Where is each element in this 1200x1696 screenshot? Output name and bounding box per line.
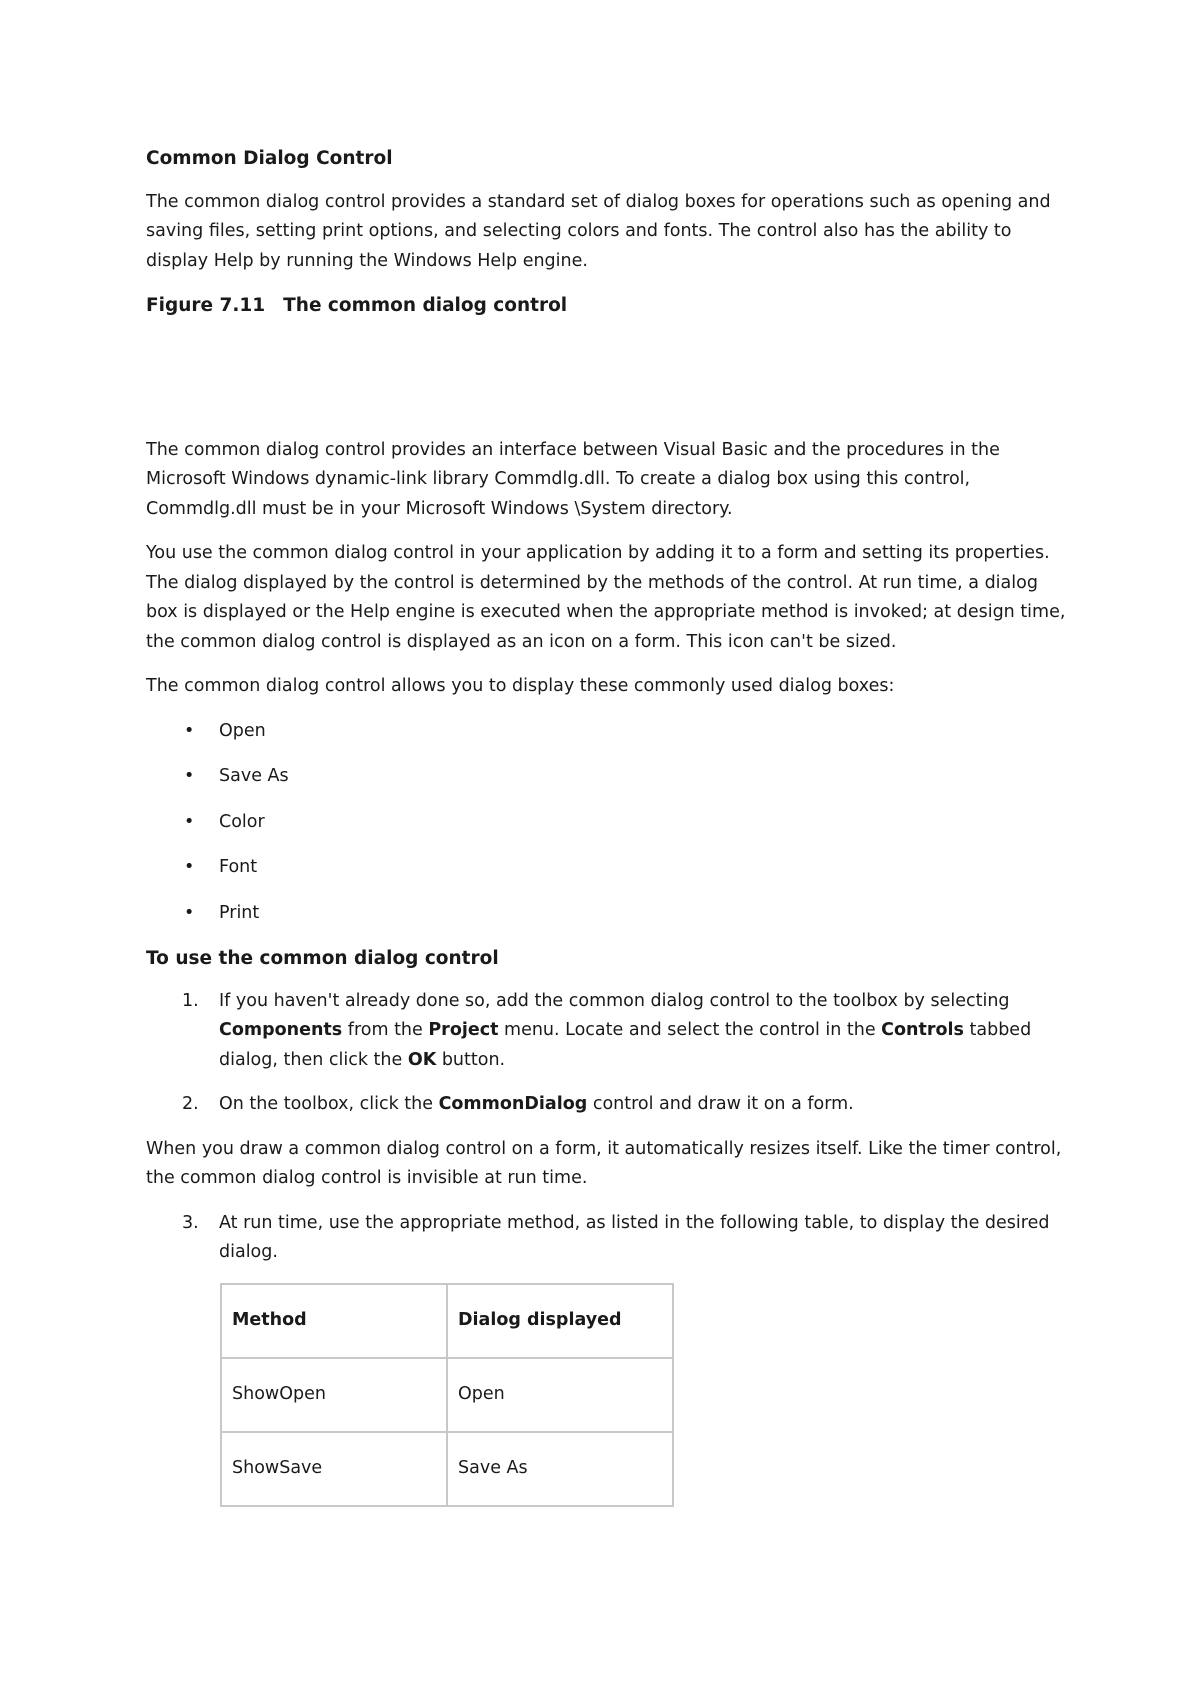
bullet-icon: •: [184, 720, 195, 741]
table-cell: ShowOpen: [221, 1358, 447, 1432]
list-item: • Color: [146, 808, 1066, 838]
procedure-heading: To use the common dialog control: [146, 948, 499, 969]
table-header-row: [221, 1284, 673, 1358]
list-item: • Font: [146, 853, 1066, 883]
methods-table: [220, 1283, 674, 1507]
list-item: • Open: [146, 717, 1066, 747]
table-cell: Save As: [447, 1432, 673, 1506]
page-title: Common Dialog Control: [146, 148, 393, 169]
ok-button-label: OK: [407, 1049, 437, 1070]
controls-tab: Controls: [881, 1020, 964, 1040]
bullet-icon: •: [184, 902, 195, 923]
intro-paragraph: The common dialog control provides a standard set of dialog boxes for operations such as opening and saving files, setting print options, and selecting colors and fonts. The control also has the ability to display Help by running the Windows Help engine.: [146, 191, 1051, 271]
table-row: [221, 1358, 673, 1432]
step-number: 3.: [182, 1212, 199, 1233]
interface-paragraph: The common dialog control provides an interface between Visual Basic and the procedures in the Microsoft Windows dynamic-link library Commdlg.dll. To create a dialog box using this control, Commdlg.dll must be in your Microsoft Windows \System directory.: [146, 439, 1000, 519]
step-number: 1.: [182, 990, 199, 1011]
table-row: [221, 1432, 673, 1506]
document-page: [146, 144, 1066, 1507]
list-item: • Print: [146, 899, 1066, 929]
figure-caption: [146, 291, 1066, 321]
table-cell: ShowSave: [221, 1432, 447, 1506]
list-item: • Save As: [146, 762, 1066, 792]
bullet-icon: •: [184, 857, 195, 877]
usage-paragraph: You use the common dialog control in your application by adding it to a form and setting its properties. The dialog displayed by the control is determined by the methods of the control. At run time, a dialog box is displayed or the Help engine is executed when the appropriate method is invoked; at design time, the common dialog control is displayed as an icon on a form. This icon can't be sized.: [146, 543, 1066, 652]
header-method: Method: [221, 1284, 447, 1358]
dialog-types-list: [146, 717, 1066, 929]
step-3: 3. At run time, use the appropriate method, as listed in the following table, to display the desired dialog.: [146, 1209, 1066, 1268]
resize-paragraph: When you draw a common dialog control on a form, it automatically resizes itself. Like the timer control, the common dialog control is invisible at run time.: [146, 1138, 1062, 1188]
figure-number: Figure 7.11: [146, 295, 266, 316]
step-number: 2.: [182, 1094, 199, 1114]
step-2: 2. On the toolbox, click the CommonDialog control and draw it on a form.: [146, 1090, 1066, 1120]
project-menu: Project: [428, 1020, 499, 1040]
header-dialog-displayed: Dialog displayed: [447, 1284, 673, 1358]
step-1: 1. If you haven't already done so, add the common dialog control to the toolbox by selecting Components from the Project menu. Locate and select the control in the Controls tabbed dialog, then click the OK button.: [146, 987, 1066, 1076]
figure-title: The common dialog control: [283, 295, 568, 316]
bullet-icon: •: [184, 766, 195, 786]
bullet-icon: •: [184, 811, 195, 832]
dialog-list-intro: The common dialog control allows you to display these commonly used dialog boxes:: [146, 676, 895, 696]
table-cell: Open: [447, 1358, 673, 1432]
commondialog-control-name: CommonDialog: [438, 1094, 588, 1114]
components-menu-item: Components: [219, 1020, 343, 1040]
